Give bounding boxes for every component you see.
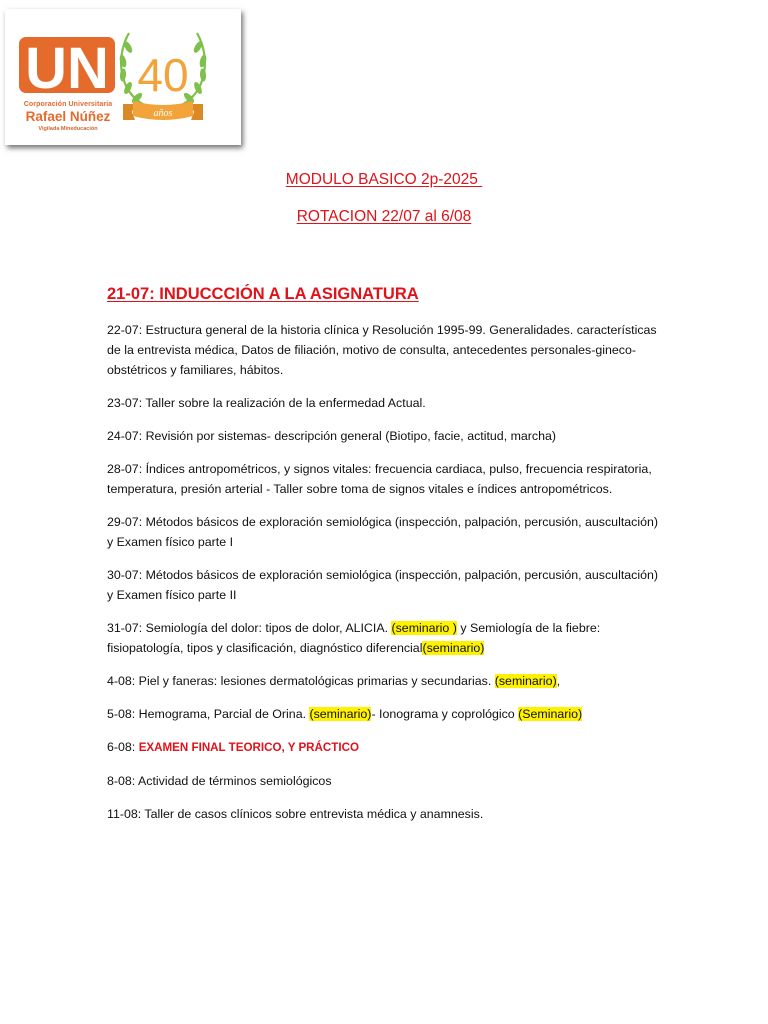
logo-graphic xyxy=(5,9,241,145)
logo-corporation-text: Corporación Universitaria xyxy=(23,101,113,108)
schedule-entry-4-08 xyxy=(107,671,667,691)
un-monogram-text: UN xyxy=(25,36,109,101)
schedule-entry-23-07: 23-07: Taller sobre la realización de la enfermedad Actual. xyxy=(107,396,426,410)
schedule-entry-29-07: 29-07: Métodos básicos de exploración semiológica (inspección, palpación, percusión, auscultación) y Examen físico parte I xyxy=(107,515,659,549)
entry-text: y Semiología de la fiebre: fisiopatología, tipos y clasificación, diagnóstico diferencial xyxy=(107,621,601,655)
schedule-list xyxy=(107,320,667,837)
entry-date: 6-08: xyxy=(107,740,139,754)
schedule-entry-24-07: 24-07: Revisión por sistemas- descripción general (Biotipo, facie, actitud, marcha) xyxy=(107,429,557,443)
entry-text: 4-08: Piel y faneras: lesiones dermatológicas primarias y secundarias. xyxy=(107,674,495,688)
anniversary-number: 40 xyxy=(137,49,189,101)
schedule-entry-31-07 xyxy=(107,618,667,658)
seminar-highlight: (seminario) xyxy=(422,641,485,655)
logo-university-name: Rafael Núñez xyxy=(25,109,111,124)
section-heading: 21-07: INDUCCCIÓN A LA ASIGNATURA xyxy=(107,285,419,303)
document-title: MODULO BASICO 2p-2025 xyxy=(285,171,483,188)
entry-text: 31-07: Semiología del dolor: tipos de dolor, ALICIA. xyxy=(107,621,392,635)
logo-vigilada-text: Vigilada Mineducación xyxy=(38,126,98,132)
schedule-entry-30-07: 30-07: Métodos básicos de exploración semiológica (inspección, palpación, percusión, auscultación) y Examen físico parte II xyxy=(107,568,659,602)
seminar-highlight: (Seminario) xyxy=(518,707,583,721)
anniversary-word: años xyxy=(153,108,173,119)
seminar-highlight: (seminario) xyxy=(494,674,557,688)
rotation-subtitle: ROTACION 22/07 al 6/08 xyxy=(296,208,472,225)
seminar-highlight: (seminario) xyxy=(309,707,372,721)
schedule-entry-8-08: 8-08: Actividad de términos semiológicos xyxy=(107,774,332,788)
university-logo xyxy=(5,9,241,145)
schedule-entry-6-08 xyxy=(107,737,667,758)
seminar-highlight: (seminario ) xyxy=(391,621,457,635)
final-exam-label: EXAMEN FINAL TEORICO, Y PRÁCTICO xyxy=(138,741,359,754)
schedule-entry-22-07: 22-07: Estructura general de la historia clínica y Resolución 1995-99. Generalidades. características de la entrevista médica, Datos de filiación, motivo de consulta, antecedentes personales-gineco-obstétricos y familiares, hábitos. xyxy=(107,323,657,377)
schedule-entry-11-08: 11-08: Taller de casos clínicos sobre entrevista médica y anamnesis. xyxy=(107,807,484,821)
entry-text: , xyxy=(556,674,561,688)
entry-text: - Ionograma y coprológico xyxy=(371,707,519,721)
entry-text: 5-08: Hemograma, Parcial de Orina. xyxy=(107,707,310,721)
schedule-entry-5-08 xyxy=(107,704,667,724)
schedule-entry-28-07: 28-07: Índices antropométricos, y signos vitales: frecuencia cardiaca, pulso, frecuencia respiratoria, temperatura, presión arterial - Taller sobre toma de signos vitales e índices antropométricos. xyxy=(107,462,652,496)
